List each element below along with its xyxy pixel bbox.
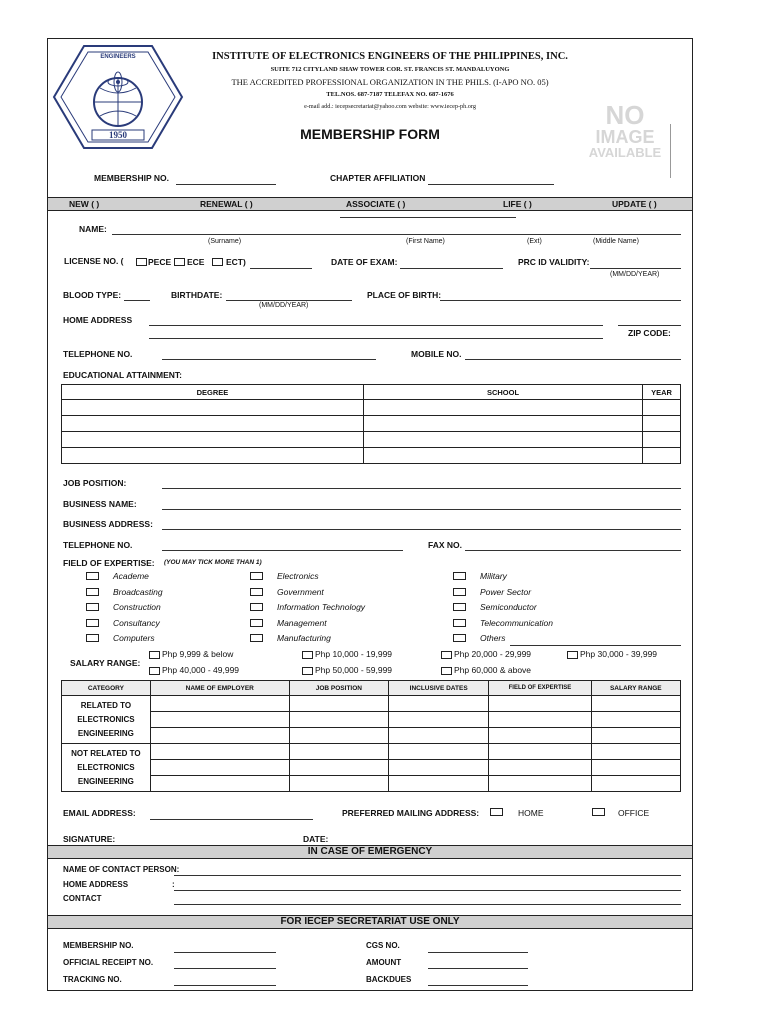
emergency-address-field[interactable]: [174, 890, 681, 891]
expertise-checkbox[interactable]: [86, 603, 99, 611]
others-field[interactable]: [510, 645, 681, 646]
education-label: EDUCATIONAL ATTAINMENT:: [63, 370, 182, 380]
emergency-address-label: HOME ADDRESS: [63, 880, 129, 889]
salary-checkbox[interactable]: [149, 667, 160, 675]
form-title: MEMBERSHIP FORM: [300, 126, 440, 142]
degree-header: DEGREE: [62, 385, 364, 400]
photo-edge: [670, 124, 671, 178]
ect-checkbox[interactable]: [212, 258, 223, 266]
name-field[interactable]: [112, 234, 681, 235]
school-header: SCHOOL: [363, 385, 642, 400]
expertise-broadcasting: Broadcasting: [113, 587, 163, 597]
salary-checkbox[interactable]: [441, 651, 452, 659]
salary-range-6: Php 50,000 - 59,999: [315, 665, 393, 675]
expertise-checkbox[interactable]: [453, 572, 466, 580]
pece-label: PECE: [148, 257, 172, 267]
year-header: YEAR: [643, 385, 681, 400]
telephone-field[interactable]: [162, 359, 376, 360]
expertise-checkbox[interactable]: [250, 588, 263, 596]
salary-checkbox[interactable]: [441, 667, 452, 675]
license-no-field[interactable]: [250, 268, 312, 269]
sec-backdues-field[interactable]: [428, 985, 528, 986]
photo-placeholder: NO IMAGE AVAILABLE: [588, 100, 662, 160]
type-life[interactable]: LIFE ( ): [503, 199, 532, 209]
org-email: e-mail add.: iecepsecretariat@yahoo.com website: www.iecep-ph.org: [304, 103, 476, 110]
mailing-home-label: HOME: [518, 808, 544, 818]
expertise-management: Management: [277, 618, 327, 628]
ece-checkbox[interactable]: [174, 258, 185, 266]
middle-name-hint: (Middle Name): [593, 238, 639, 245]
mailing-label: PREFERRED MAILING ADDRESS:: [342, 808, 480, 818]
sec-tracking-field[interactable]: [174, 985, 276, 986]
emergency-address-colon: :: [172, 880, 175, 889]
associate-line: [340, 217, 516, 218]
svg-text:ENGINEERS: ENGINEERS: [100, 54, 136, 60]
fax-field[interactable]: [465, 550, 681, 551]
zip-code-label: ZIP CODE:: [628, 328, 671, 338]
home-address-label: HOME ADDRESS: [63, 315, 133, 325]
job-position-label: JOB POSITION:: [63, 478, 127, 488]
expertise-checkbox[interactable]: [86, 588, 99, 596]
salary-range-7: Php 60,000 & above: [454, 665, 532, 675]
expertise-note: (YOU MAY TICK MORE THAN 1): [164, 559, 262, 566]
svg-text:1950: 1950: [109, 130, 127, 140]
sec-amount-label: AMOUNT: [366, 958, 402, 967]
emergency-title: IN CASE OF EMERGENCY: [307, 846, 433, 857]
job-position-header: JOB POSITION: [289, 681, 388, 696]
expertise-checkbox[interactable]: [453, 619, 466, 627]
expertise-checkbox[interactable]: [250, 572, 263, 580]
prc-validity-label: PRC ID VALIDITY:: [518, 257, 590, 267]
home-address-field-1[interactable]: [149, 325, 603, 326]
salary-header: SALARY RANGE: [591, 681, 680, 696]
emergency-contact-label: CONTACT: [63, 894, 102, 903]
expertise-checkbox[interactable]: [250, 619, 263, 627]
membership-no-field[interactable]: [176, 184, 276, 185]
expertise-manufacturing: Manufacturing: [277, 633, 331, 643]
expertise-it: Information Technology: [277, 602, 366, 612]
expertise-checkbox[interactable]: [250, 634, 263, 642]
type-associate[interactable]: ASSOCIATE ( ): [346, 199, 406, 209]
zip-code-field[interactable]: [618, 325, 681, 326]
chapter-field[interactable]: [428, 184, 554, 185]
mailing-office-label: OFFICE: [618, 808, 650, 818]
secretariat-title: FOR IECEP SECRETARIAT USE ONLY: [280, 916, 460, 927]
sec-receipt-label: OFFICIAL RECEIPT NO.: [63, 958, 154, 967]
expertise-checkbox[interactable]: [250, 603, 263, 611]
employer-header: NAME OF EMPLOYER: [150, 681, 289, 696]
table-row: [62, 400, 681, 416]
table-row: [62, 776, 681, 792]
ece-label: ECE: [187, 257, 205, 267]
birthdate-label: BIRTHDATE:: [171, 290, 223, 300]
related-category: RELATED TO ELECTRONICS ENGINEERING: [62, 696, 151, 744]
org-address: SUITE 712 CITYLAND SHAW TOWER COR. ST. FRANCIS ST. MANDALUYONG: [270, 66, 510, 73]
mailing-home-checkbox[interactable]: [490, 808, 503, 816]
table-row: [62, 712, 681, 728]
email-label: EMAIL ADDRESS:: [63, 808, 136, 818]
salary-checkbox[interactable]: [302, 667, 313, 675]
expertise-power: Power Sector: [480, 587, 532, 597]
expertise-semiconductor: Semiconductor: [480, 602, 537, 612]
mailing-office-checkbox[interactable]: [592, 808, 605, 816]
sec-backdues-label: BACKDUES: [366, 975, 412, 984]
chapter-label: CHAPTER AFFILIATION: [330, 173, 426, 183]
sec-cgs-field[interactable]: [428, 952, 528, 953]
salary-range-5: Php 40,000 - 49,999: [162, 665, 240, 675]
emergency-contact-field[interactable]: [174, 904, 681, 905]
table-row: [62, 696, 681, 712]
expertise-label: FIELD OF EXPERTISE:: [63, 558, 155, 568]
expertise-checkbox[interactable]: [86, 619, 99, 627]
sec-membership-label: MEMBERSHIP NO.: [63, 941, 134, 950]
business-address-field[interactable]: [162, 529, 681, 530]
ect-label: ECT): [226, 257, 246, 267]
employment-table: [61, 680, 681, 792]
salary-range-1: Php 9,999 & below: [162, 649, 234, 659]
business-telephone-label: TELEPHONE NO.: [63, 540, 133, 550]
contact-person-field[interactable]: [174, 875, 681, 876]
expertise-checkbox[interactable]: [453, 588, 466, 596]
org-accredited: THE ACCREDITED PROFESSIONAL ORGANIZATION IN THE PHILS. (I-APO NO. 05): [231, 77, 549, 87]
pece-checkbox[interactable]: [136, 258, 147, 266]
expertise-military: Military: [480, 571, 507, 581]
expertise-telecom: Telecommunication: [480, 618, 553, 628]
table-row: [62, 432, 681, 448]
expertise-academe: Academe: [113, 571, 149, 581]
sec-cgs-label: CGS NO.: [366, 941, 400, 950]
expertise-checkbox[interactable]: [86, 634, 99, 642]
expertise-construction: Construction: [113, 602, 161, 612]
name-label: NAME:: [79, 224, 107, 234]
sec-membership-field[interactable]: [174, 952, 276, 953]
job-position-field[interactable]: [162, 488, 681, 489]
sec-amount-field[interactable]: [428, 968, 528, 969]
expertise-computers: Computers: [113, 633, 155, 643]
expertise-checkbox[interactable]: [453, 634, 466, 642]
birthdate-field[interactable]: [226, 300, 352, 301]
salary-checkbox[interactable]: [149, 651, 160, 659]
expertise-checkbox[interactable]: [86, 572, 99, 580]
not-related-category: NOT RELATED TO ELECTRONICS ENGINEERING: [62, 744, 151, 792]
first-name-hint: (First Name): [406, 238, 445, 245]
telephone-label: TELEPHONE NO.: [63, 349, 133, 359]
business-name-label: BUSINESS NAME:: [63, 499, 137, 509]
expertise-government: Government: [277, 587, 324, 597]
blood-type-label: BLOOD TYPE:: [63, 290, 122, 300]
blood-type-field[interactable]: [124, 300, 150, 301]
exam-date-field[interactable]: [400, 268, 503, 269]
org-name: INSTITUTE OF ELECTRONICS ENGINEERS OF THE PHILIPPINES, INC.: [212, 51, 568, 62]
field-header: FIELD OF EXPERTISE: [489, 681, 591, 696]
sec-tracking-label: TRACKING NO.: [63, 975, 122, 984]
table-row: [62, 728, 681, 744]
birthdate-format: (MM/DD/YEAR): [259, 302, 309, 309]
ext-hint: (Ext): [527, 238, 542, 245]
mobile-label: MOBILE NO.: [411, 349, 462, 359]
birthplace-field[interactable]: [440, 300, 681, 301]
table-row: [62, 448, 681, 464]
category-header: CATEGORY: [62, 681, 151, 696]
org-tel: TEL.NOS. 687-7187 TELEFAX NO. 687-1676: [326, 91, 454, 98]
birthplace-label: PLACE OF BIRTH:: [367, 290, 442, 300]
home-address-field-2[interactable]: [149, 338, 603, 339]
email-field[interactable]: [150, 819, 313, 820]
education-table: [61, 384, 681, 464]
expertise-electronics: Electronics: [277, 571, 319, 581]
salary-range-2: Php 10,000 - 19,999: [315, 649, 393, 659]
type-new[interactable]: NEW ( ): [69, 199, 100, 209]
signature-label: SIGNATURE:: [63, 834, 116, 844]
expertise-consultancy: Consultancy: [113, 618, 160, 628]
business-name-field[interactable]: [162, 509, 681, 510]
fax-label: FAX NO.: [428, 540, 463, 550]
salary-range-3: Php 20,000 - 29,999: [454, 649, 532, 659]
date-label: DATE:: [303, 834, 329, 844]
license-label: LICENSE NO. (: [64, 256, 124, 266]
table-row: [62, 416, 681, 432]
business-address-label: BUSINESS ADDRESS:: [63, 519, 153, 529]
prc-validity-field[interactable]: [590, 268, 681, 269]
expertise-checkbox[interactable]: [453, 603, 466, 611]
prc-date-format: (MM/DD/YEAR): [610, 271, 660, 278]
salary-checkbox[interactable]: [302, 651, 313, 659]
contact-person-label: NAME OF CONTACT PERSON:: [63, 865, 180, 874]
sec-receipt-field[interactable]: [174, 968, 276, 969]
exam-date-label: DATE OF EXAM:: [331, 257, 398, 267]
salary-range-4: Php 30,000 - 39,999: [580, 649, 658, 659]
table-row: [62, 744, 681, 760]
table-row: [62, 760, 681, 776]
business-telephone-field[interactable]: [162, 550, 403, 551]
mobile-field[interactable]: [465, 359, 681, 360]
surname-hint: (Surname): [208, 238, 242, 245]
type-renewal[interactable]: RENEWAL ( ): [200, 199, 253, 209]
salary-checkbox[interactable]: [567, 651, 578, 659]
type-update[interactable]: UPDATE ( ): [612, 199, 657, 209]
membership-no-label: MEMBERSHIP NO.: [94, 173, 169, 183]
expertise-others: Others: [480, 633, 506, 643]
dates-header: INCLUSIVE DATES: [389, 681, 489, 696]
salary-label: SALARY RANGE:: [70, 658, 141, 668]
